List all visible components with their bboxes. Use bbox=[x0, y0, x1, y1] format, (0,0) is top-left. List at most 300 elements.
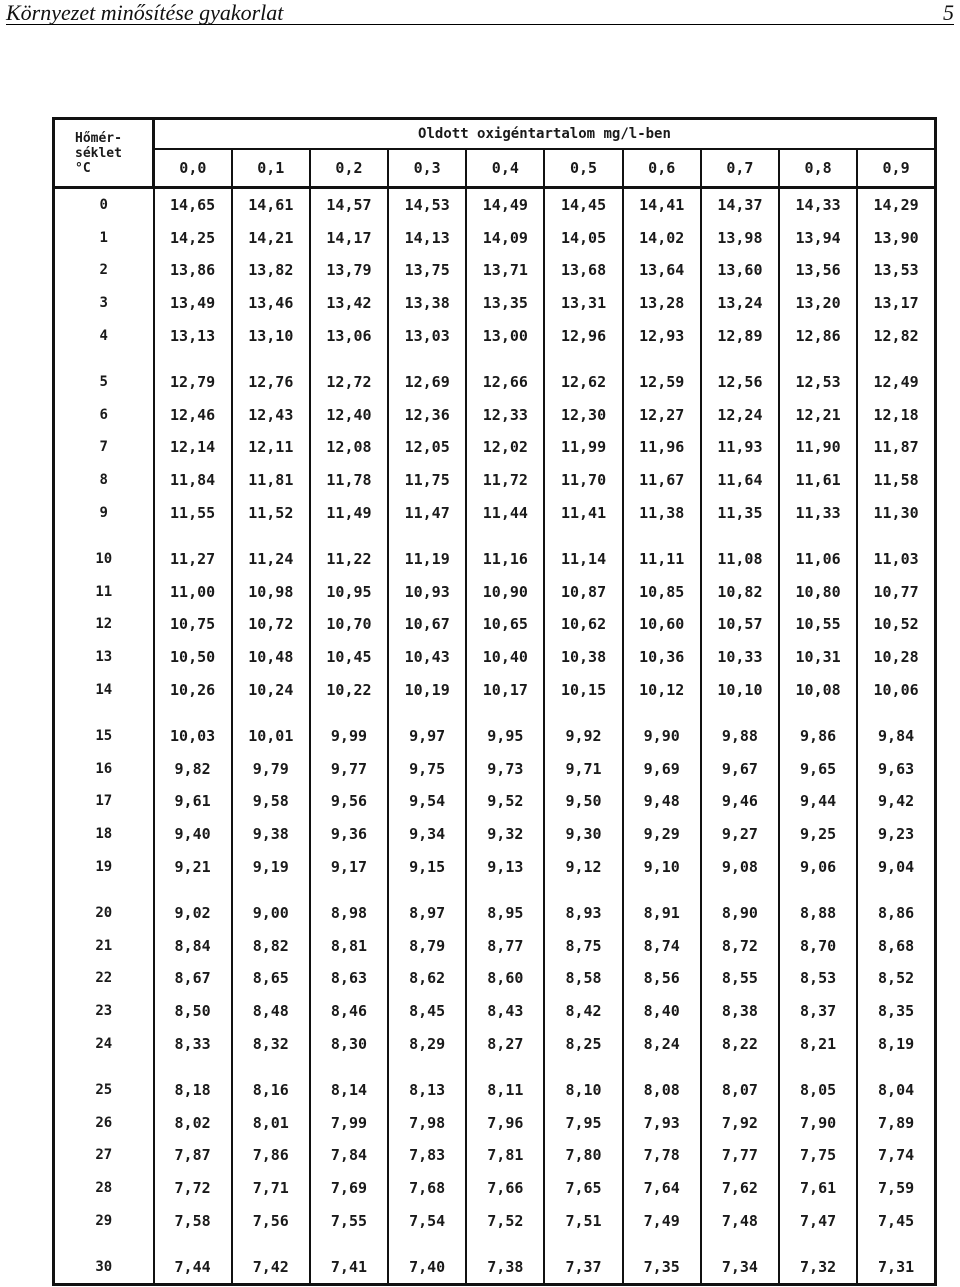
oxygen-value-cell: 8,90 bbox=[701, 883, 779, 930]
oxygen-value-cell: 7,44 bbox=[154, 1237, 232, 1285]
table-row bbox=[54, 995, 936, 1028]
oxygen-value-cell: 11,06 bbox=[779, 529, 857, 576]
column-header: 0,1 bbox=[232, 149, 310, 188]
table-row bbox=[54, 431, 936, 464]
oxygen-value-cell: 7,77 bbox=[701, 1139, 779, 1172]
oxygen-value-cell: 8,43 bbox=[466, 995, 544, 1028]
oxygen-value-cell: 12,82 bbox=[857, 319, 935, 352]
oxygen-value-cell: 14,21 bbox=[232, 222, 310, 255]
oxygen-value-cell: 9,63 bbox=[857, 753, 935, 786]
oxygen-value-cell: 9,23 bbox=[857, 818, 935, 851]
oxygen-value-cell: 14,02 bbox=[623, 222, 701, 255]
table-row bbox=[54, 319, 936, 352]
oxygen-value-cell: 14,25 bbox=[154, 222, 232, 255]
oxygen-value-cell: 14,53 bbox=[388, 188, 466, 222]
oxygen-value-cell: 7,80 bbox=[544, 1139, 622, 1172]
table-row bbox=[54, 673, 936, 706]
oxygen-value-cell: 7,55 bbox=[310, 1204, 388, 1237]
oxygen-value-cell: 7,58 bbox=[154, 1204, 232, 1237]
oxygen-value-cell: 8,93 bbox=[544, 883, 622, 930]
oxygen-value-cell: 10,10 bbox=[701, 673, 779, 706]
oxygen-value-cell: 7,32 bbox=[779, 1237, 857, 1285]
oxygen-value-cell: 10,85 bbox=[623, 576, 701, 609]
oxygen-value-cell: 8,33 bbox=[154, 1027, 232, 1060]
temperature-cell: 18 bbox=[54, 818, 154, 851]
oxygen-value-cell: 12,43 bbox=[232, 399, 310, 432]
oxygen-value-cell: 9,17 bbox=[310, 850, 388, 883]
temperature-cell: 23 bbox=[54, 995, 154, 1028]
oxygen-value-cell: 9,02 bbox=[154, 883, 232, 930]
oxygen-value-cell: 11,67 bbox=[623, 464, 701, 497]
oxygen-value-cell: 7,64 bbox=[623, 1172, 701, 1205]
oxygen-value-cell: 8,11 bbox=[466, 1060, 544, 1107]
oxygen-value-cell: 7,87 bbox=[154, 1139, 232, 1172]
oxygen-value-cell: 9,99 bbox=[310, 706, 388, 753]
oxygen-value-cell: 10,77 bbox=[857, 576, 935, 609]
oxygen-value-cell: 10,57 bbox=[701, 608, 779, 641]
oxygen-value-cell: 9,12 bbox=[544, 850, 622, 883]
oxygen-value-cell: 10,31 bbox=[779, 641, 857, 674]
table-body bbox=[54, 188, 936, 1285]
oxygen-value-cell: 8,22 bbox=[701, 1027, 779, 1060]
table-row bbox=[54, 1060, 936, 1107]
oxygen-value-cell: 8,79 bbox=[388, 929, 466, 962]
oxygen-value-cell: 8,13 bbox=[388, 1060, 466, 1107]
oxygen-value-cell: 8,67 bbox=[154, 962, 232, 995]
document-title: Környezet minősítése gyakorlat bbox=[6, 0, 284, 25]
oxygen-value-cell: 12,96 bbox=[544, 319, 622, 352]
oxygen-value-cell: 13,31 bbox=[544, 287, 622, 320]
oxygen-value-cell: 14,37 bbox=[701, 188, 779, 222]
oxygen-value-cell: 8,65 bbox=[232, 962, 310, 995]
oxygen-value-cell: 8,77 bbox=[466, 929, 544, 962]
oxygen-value-cell: 10,06 bbox=[857, 673, 935, 706]
oxygen-value-cell: 8,55 bbox=[701, 962, 779, 995]
oxygen-value-cell: 8,05 bbox=[779, 1060, 857, 1107]
oxygen-value-cell: 9,95 bbox=[466, 706, 544, 753]
oxygen-value-cell: 8,98 bbox=[310, 883, 388, 930]
oxygen-value-cell: 7,95 bbox=[544, 1106, 622, 1139]
oxygen-value-cell: 11,61 bbox=[779, 464, 857, 497]
oxygen-value-cell: 13,79 bbox=[310, 254, 388, 287]
table-row bbox=[54, 254, 936, 287]
oxygen-value-cell: 12,08 bbox=[310, 431, 388, 464]
oxygen-value-cell: 13,56 bbox=[779, 254, 857, 287]
oxygen-value-cell: 13,75 bbox=[388, 254, 466, 287]
temperature-cell: 25 bbox=[54, 1060, 154, 1107]
oxygen-value-cell: 9,30 bbox=[544, 818, 622, 851]
oxygen-value-cell: 11,99 bbox=[544, 431, 622, 464]
oxygen-value-cell: 9,54 bbox=[388, 785, 466, 818]
oxygen-value-cell: 10,26 bbox=[154, 673, 232, 706]
oxygen-value-cell: 9,84 bbox=[857, 706, 935, 753]
oxygen-value-cell: 9,10 bbox=[623, 850, 701, 883]
column-header: 0,5 bbox=[544, 149, 622, 188]
oxygen-value-cell: 10,19 bbox=[388, 673, 466, 706]
oxygen-value-cell: 14,05 bbox=[544, 222, 622, 255]
temperature-header-label: Hőmér- séklet °C bbox=[75, 130, 122, 176]
table-row bbox=[54, 287, 936, 320]
oxygen-value-cell: 7,45 bbox=[857, 1204, 935, 1237]
oxygen-value-cell: 12,69 bbox=[388, 352, 466, 399]
temperature-cell: 6 bbox=[54, 399, 154, 432]
oxygen-value-cell: 14,41 bbox=[623, 188, 701, 222]
oxygen-value-cell: 8,95 bbox=[466, 883, 544, 930]
oxygen-value-cell: 8,52 bbox=[857, 962, 935, 995]
temperature-cell: 5 bbox=[54, 352, 154, 399]
oxygen-value-cell: 9,44 bbox=[779, 785, 857, 818]
column-header-row bbox=[54, 149, 936, 188]
oxygen-value-cell: 8,01 bbox=[232, 1106, 310, 1139]
oxygen-value-cell: 9,29 bbox=[623, 818, 701, 851]
oxygen-value-cell: 14,29 bbox=[857, 188, 935, 222]
oxygen-value-cell: 13,68 bbox=[544, 254, 622, 287]
oxygen-value-cell: 11,19 bbox=[388, 529, 466, 576]
oxygen-value-cell: 8,04 bbox=[857, 1060, 935, 1107]
oxygen-value-cell: 13,49 bbox=[154, 287, 232, 320]
oxygen-value-cell: 8,24 bbox=[623, 1027, 701, 1060]
oxygen-value-cell: 10,55 bbox=[779, 608, 857, 641]
oxygen-value-cell: 9,36 bbox=[310, 818, 388, 851]
oxygen-value-cell: 9,21 bbox=[154, 850, 232, 883]
temperature-cell: 11 bbox=[54, 576, 154, 609]
oxygen-value-cell: 11,49 bbox=[310, 496, 388, 529]
column-header: 0,2 bbox=[310, 149, 388, 188]
oxygen-value-cell: 8,86 bbox=[857, 883, 935, 930]
oxygen-value-cell: 11,08 bbox=[701, 529, 779, 576]
oxygen-value-cell: 13,35 bbox=[466, 287, 544, 320]
oxygen-value-cell: 10,33 bbox=[701, 641, 779, 674]
oxygen-value-cell: 12,33 bbox=[466, 399, 544, 432]
oxygen-value-cell: 8,38 bbox=[701, 995, 779, 1028]
oxygen-value-cell: 8,32 bbox=[232, 1027, 310, 1060]
oxygen-solubility-table bbox=[52, 117, 937, 1286]
oxygen-value-cell: 8,46 bbox=[310, 995, 388, 1028]
oxygen-value-cell: 13,64 bbox=[623, 254, 701, 287]
oxygen-value-cell: 7,35 bbox=[623, 1237, 701, 1285]
oxygen-value-cell: 11,52 bbox=[232, 496, 310, 529]
oxygen-value-cell: 7,40 bbox=[388, 1237, 466, 1285]
oxygen-value-cell: 7,34 bbox=[701, 1237, 779, 1285]
oxygen-value-cell: 7,47 bbox=[779, 1204, 857, 1237]
table-row bbox=[54, 706, 936, 753]
oxygen-value-cell: 13,00 bbox=[466, 319, 544, 352]
oxygen-value-cell: 9,08 bbox=[701, 850, 779, 883]
oxygen-value-cell: 9,32 bbox=[466, 818, 544, 851]
oxygen-value-cell: 12,49 bbox=[857, 352, 935, 399]
table-row bbox=[54, 962, 936, 995]
table-row bbox=[54, 608, 936, 641]
temperature-cell: 2 bbox=[54, 254, 154, 287]
temperature-cell: 24 bbox=[54, 1027, 154, 1060]
table-row bbox=[54, 1139, 936, 1172]
oxygen-content-header: Oldott oxigéntartalom mg/l-ben bbox=[154, 119, 936, 150]
oxygen-value-cell: 9,27 bbox=[701, 818, 779, 851]
oxygen-value-cell: 8,10 bbox=[544, 1060, 622, 1107]
oxygen-value-cell: 9,46 bbox=[701, 785, 779, 818]
oxygen-value-cell: 9,00 bbox=[232, 883, 310, 930]
oxygen-value-cell: 10,38 bbox=[544, 641, 622, 674]
oxygen-value-cell: 12,89 bbox=[701, 319, 779, 352]
table-row bbox=[54, 929, 936, 962]
oxygen-value-cell: 14,57 bbox=[310, 188, 388, 222]
column-header: 0,9 bbox=[857, 149, 935, 188]
oxygen-value-cell: 10,48 bbox=[232, 641, 310, 674]
oxygen-value-cell: 7,78 bbox=[623, 1139, 701, 1172]
oxygen-value-cell: 12,14 bbox=[154, 431, 232, 464]
oxygen-value-cell: 9,69 bbox=[623, 753, 701, 786]
oxygen-value-cell: 7,42 bbox=[232, 1237, 310, 1285]
oxygen-value-cell: 13,20 bbox=[779, 287, 857, 320]
temperature-cell: 17 bbox=[54, 785, 154, 818]
oxygen-value-cell: 7,86 bbox=[232, 1139, 310, 1172]
oxygen-value-cell: 12,76 bbox=[232, 352, 310, 399]
temperature-cell: 15 bbox=[54, 706, 154, 753]
oxygen-value-cell: 12,05 bbox=[388, 431, 466, 464]
oxygen-value-cell: 12,46 bbox=[154, 399, 232, 432]
table-row bbox=[54, 576, 936, 609]
table-row bbox=[54, 818, 936, 851]
oxygen-value-cell: 12,56 bbox=[701, 352, 779, 399]
temperature-cell: 8 bbox=[54, 464, 154, 497]
oxygen-value-cell: 12,79 bbox=[154, 352, 232, 399]
oxygen-value-cell: 7,62 bbox=[701, 1172, 779, 1205]
oxygen-value-cell: 11,16 bbox=[466, 529, 544, 576]
oxygen-value-cell: 10,67 bbox=[388, 608, 466, 641]
temperature-cell: 13 bbox=[54, 641, 154, 674]
oxygen-value-cell: 12,72 bbox=[310, 352, 388, 399]
oxygen-value-cell: 8,25 bbox=[544, 1027, 622, 1060]
oxygen-value-cell: 11,87 bbox=[857, 431, 935, 464]
table-row bbox=[54, 464, 936, 497]
oxygen-value-cell: 10,24 bbox=[232, 673, 310, 706]
oxygen-value-cell: 10,95 bbox=[310, 576, 388, 609]
oxygen-value-cell: 11,00 bbox=[154, 576, 232, 609]
oxygen-value-cell: 14,09 bbox=[466, 222, 544, 255]
oxygen-value-cell: 7,38 bbox=[466, 1237, 544, 1285]
table-row bbox=[54, 399, 936, 432]
page-header bbox=[6, 0, 954, 25]
oxygen-value-cell: 9,82 bbox=[154, 753, 232, 786]
oxygen-value-cell: 7,65 bbox=[544, 1172, 622, 1205]
oxygen-value-cell: 8,58 bbox=[544, 962, 622, 995]
table-row bbox=[54, 753, 936, 786]
oxygen-value-cell: 12,66 bbox=[466, 352, 544, 399]
oxygen-value-cell: 13,17 bbox=[857, 287, 935, 320]
table-row bbox=[54, 641, 936, 674]
temperature-cell: 19 bbox=[54, 850, 154, 883]
oxygen-value-cell: 11,55 bbox=[154, 496, 232, 529]
oxygen-value-cell: 8,18 bbox=[154, 1060, 232, 1107]
oxygen-value-cell: 7,72 bbox=[154, 1172, 232, 1205]
oxygen-value-cell: 7,69 bbox=[310, 1172, 388, 1205]
oxygen-value-cell: 7,89 bbox=[857, 1106, 935, 1139]
oxygen-value-cell: 11,96 bbox=[623, 431, 701, 464]
oxygen-value-cell: 8,56 bbox=[623, 962, 701, 995]
oxygen-value-cell: 13,53 bbox=[857, 254, 935, 287]
oxygen-value-cell: 10,45 bbox=[310, 641, 388, 674]
temperature-cell: 12 bbox=[54, 608, 154, 641]
oxygen-value-cell: 10,52 bbox=[857, 608, 935, 641]
oxygen-value-cell: 8,21 bbox=[779, 1027, 857, 1060]
temperature-cell: 26 bbox=[54, 1106, 154, 1139]
oxygen-value-cell: 12,40 bbox=[310, 399, 388, 432]
oxygen-value-cell: 13,86 bbox=[154, 254, 232, 287]
oxygen-value-cell: 7,52 bbox=[466, 1204, 544, 1237]
oxygen-value-cell: 14,49 bbox=[466, 188, 544, 222]
oxygen-value-cell: 8,75 bbox=[544, 929, 622, 962]
oxygen-value-cell: 9,40 bbox=[154, 818, 232, 851]
oxygen-value-cell: 7,68 bbox=[388, 1172, 466, 1205]
oxygen-value-cell: 8,40 bbox=[623, 995, 701, 1028]
oxygen-value-cell: 11,27 bbox=[154, 529, 232, 576]
oxygen-value-cell: 10,93 bbox=[388, 576, 466, 609]
oxygen-value-cell: 7,41 bbox=[310, 1237, 388, 1285]
column-header: 0,0 bbox=[154, 149, 232, 188]
oxygen-value-cell: 7,51 bbox=[544, 1204, 622, 1237]
oxygen-value-cell: 11,90 bbox=[779, 431, 857, 464]
oxygen-value-cell: 13,90 bbox=[857, 222, 935, 255]
temperature-cell: 10 bbox=[54, 529, 154, 576]
temperature-header bbox=[54, 119, 154, 188]
oxygen-value-cell: 14,33 bbox=[779, 188, 857, 222]
oxygen-value-cell: 7,71 bbox=[232, 1172, 310, 1205]
oxygen-value-cell: 10,72 bbox=[232, 608, 310, 641]
oxygen-value-cell: 12,11 bbox=[232, 431, 310, 464]
oxygen-value-cell: 11,24 bbox=[232, 529, 310, 576]
oxygen-value-cell: 12,27 bbox=[623, 399, 701, 432]
temperature-cell: 9 bbox=[54, 496, 154, 529]
table-row bbox=[54, 785, 936, 818]
oxygen-value-cell: 11,03 bbox=[857, 529, 935, 576]
oxygen-value-cell: 8,88 bbox=[779, 883, 857, 930]
oxygen-value-cell: 11,64 bbox=[701, 464, 779, 497]
oxygen-value-cell: 11,44 bbox=[466, 496, 544, 529]
oxygen-value-cell: 12,02 bbox=[466, 431, 544, 464]
oxygen-value-cell: 8,70 bbox=[779, 929, 857, 962]
oxygen-value-cell: 8,19 bbox=[857, 1027, 935, 1060]
temperature-cell: 1 bbox=[54, 222, 154, 255]
oxygen-value-cell: 9,34 bbox=[388, 818, 466, 851]
oxygen-value-cell: 9,86 bbox=[779, 706, 857, 753]
oxygen-value-cell: 11,78 bbox=[310, 464, 388, 497]
oxygen-value-cell: 10,70 bbox=[310, 608, 388, 641]
oxygen-value-cell: 7,99 bbox=[310, 1106, 388, 1139]
oxygen-value-cell: 10,80 bbox=[779, 576, 857, 609]
oxygen-value-cell: 11,11 bbox=[623, 529, 701, 576]
oxygen-value-cell: 8,07 bbox=[701, 1060, 779, 1107]
oxygen-value-cell: 11,47 bbox=[388, 496, 466, 529]
temperature-cell: 14 bbox=[54, 673, 154, 706]
oxygen-value-cell: 8,84 bbox=[154, 929, 232, 962]
temperature-cell: 30 bbox=[54, 1237, 154, 1285]
oxygen-value-cell: 12,30 bbox=[544, 399, 622, 432]
oxygen-value-cell: 11,22 bbox=[310, 529, 388, 576]
oxygen-value-cell: 13,28 bbox=[623, 287, 701, 320]
oxygen-value-cell: 10,98 bbox=[232, 576, 310, 609]
oxygen-value-cell: 9,79 bbox=[232, 753, 310, 786]
oxygen-value-cell: 8,37 bbox=[779, 995, 857, 1028]
oxygen-value-cell: 9,77 bbox=[310, 753, 388, 786]
oxygen-value-cell: 9,38 bbox=[232, 818, 310, 851]
oxygen-value-cell: 7,54 bbox=[388, 1204, 466, 1237]
oxygen-value-cell: 13,82 bbox=[232, 254, 310, 287]
oxygen-value-cell: 13,06 bbox=[310, 319, 388, 352]
oxygen-value-cell: 7,84 bbox=[310, 1139, 388, 1172]
oxygen-value-cell: 13,03 bbox=[388, 319, 466, 352]
oxygen-value-cell: 11,70 bbox=[544, 464, 622, 497]
oxygen-value-cell: 9,97 bbox=[388, 706, 466, 753]
oxygen-value-cell: 8,60 bbox=[466, 962, 544, 995]
oxygen-value-cell: 11,81 bbox=[232, 464, 310, 497]
oxygen-value-cell: 12,24 bbox=[701, 399, 779, 432]
oxygen-value-cell: 13,24 bbox=[701, 287, 779, 320]
oxygen-value-cell: 7,93 bbox=[623, 1106, 701, 1139]
oxygen-value-cell: 9,42 bbox=[857, 785, 935, 818]
temperature-cell: 20 bbox=[54, 883, 154, 930]
oxygen-value-cell: 7,83 bbox=[388, 1139, 466, 1172]
oxygen-value-cell: 13,42 bbox=[310, 287, 388, 320]
column-header: 0,8 bbox=[779, 149, 857, 188]
oxygen-value-cell: 7,31 bbox=[857, 1237, 935, 1285]
column-header: 0,7 bbox=[701, 149, 779, 188]
oxygen-value-cell: 8,81 bbox=[310, 929, 388, 962]
oxygen-value-cell: 9,90 bbox=[623, 706, 701, 753]
oxygen-value-cell: 11,35 bbox=[701, 496, 779, 529]
oxygen-value-cell: 7,74 bbox=[857, 1139, 935, 1172]
oxygen-value-cell: 8,82 bbox=[232, 929, 310, 962]
oxygen-value-cell: 7,59 bbox=[857, 1172, 935, 1205]
oxygen-value-cell: 8,91 bbox=[623, 883, 701, 930]
oxygen-value-cell: 8,74 bbox=[623, 929, 701, 962]
oxygen-value-cell: 12,86 bbox=[779, 319, 857, 352]
oxygen-value-cell: 10,65 bbox=[466, 608, 544, 641]
oxygen-value-cell: 11,14 bbox=[544, 529, 622, 576]
oxygen-value-cell: 10,82 bbox=[701, 576, 779, 609]
oxygen-value-cell: 12,59 bbox=[623, 352, 701, 399]
oxygen-value-cell: 11,38 bbox=[623, 496, 701, 529]
oxygen-value-cell: 8,08 bbox=[623, 1060, 701, 1107]
oxygen-value-cell: 8,45 bbox=[388, 995, 466, 1028]
oxygen-solubility-table-frame bbox=[52, 117, 934, 1283]
column-header: 0,3 bbox=[388, 149, 466, 188]
oxygen-value-cell: 11,93 bbox=[701, 431, 779, 464]
oxygen-value-cell: 14,17 bbox=[310, 222, 388, 255]
oxygen-value-cell: 10,03 bbox=[154, 706, 232, 753]
oxygen-value-cell: 8,35 bbox=[857, 995, 935, 1028]
oxygen-value-cell: 10,36 bbox=[623, 641, 701, 674]
oxygen-value-cell: 9,92 bbox=[544, 706, 622, 753]
oxygen-value-cell: 8,14 bbox=[310, 1060, 388, 1107]
oxygen-value-cell: 7,75 bbox=[779, 1139, 857, 1172]
table-row bbox=[54, 1172, 936, 1205]
oxygen-value-cell: 9,88 bbox=[701, 706, 779, 753]
oxygen-value-cell: 8,62 bbox=[388, 962, 466, 995]
oxygen-value-cell: 8,53 bbox=[779, 962, 857, 995]
oxygen-value-cell: 13,94 bbox=[779, 222, 857, 255]
oxygen-value-cell: 12,36 bbox=[388, 399, 466, 432]
oxygen-value-cell: 8,02 bbox=[154, 1106, 232, 1139]
oxygen-value-cell: 10,28 bbox=[857, 641, 935, 674]
oxygen-value-cell: 8,48 bbox=[232, 995, 310, 1028]
oxygen-value-cell: 7,49 bbox=[623, 1204, 701, 1237]
oxygen-value-cell: 9,48 bbox=[623, 785, 701, 818]
oxygen-value-cell: 8,63 bbox=[310, 962, 388, 995]
oxygen-value-cell: 9,13 bbox=[466, 850, 544, 883]
temperature-cell: 7 bbox=[54, 431, 154, 464]
oxygen-value-cell: 8,68 bbox=[857, 929, 935, 962]
column-header: 0,4 bbox=[466, 149, 544, 188]
